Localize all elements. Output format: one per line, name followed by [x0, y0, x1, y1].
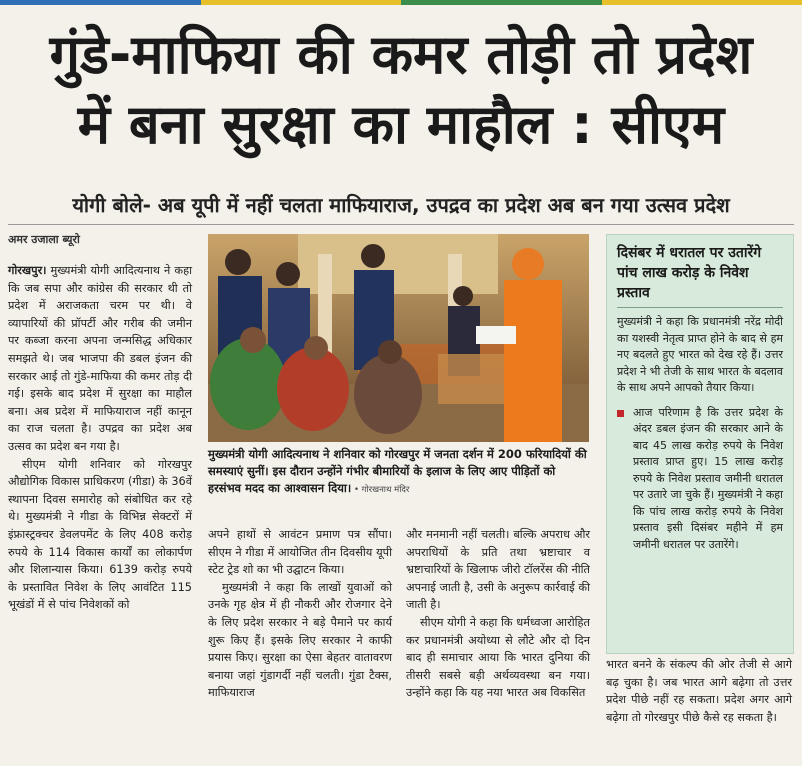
sidebar-box — [606, 234, 794, 654]
headline-line-1: गुंडे-माफिया की कमर तोड़ी तो प्रदेश — [49, 23, 753, 86]
top-color-bar — [0, 0, 802, 5]
news-photo — [208, 234, 589, 442]
byline: अमर उजाला ब्यूरो — [8, 233, 80, 246]
paragraph: अपने हाथों से आवंटन प्रमाण पत्र सौंपा। सीएम ने गीडा में आयोजित तीन दिवसीय यूपी स्टेट ट्रेड शो का भी उद्घाटन किया। — [208, 528, 392, 577]
top-bar-segment — [0, 0, 201, 5]
sidebar-text: मुख्यमंत्री ने कहा कि प्रधानमंत्री नरेंद्र मोदी का यशस्वी नेतृत्व प्राप्त होने के बाद से हम नए बदलते हुए भारत को देख रहे हैं। उत्तर प्रदेश ने भी तेजी के साथ भारत के बदलाव के साथ अपने आपको तैयार किया। — [617, 315, 783, 394]
top-bar-segment — [401, 0, 602, 5]
sidebar-bullet — [633, 405, 783, 554]
top-bar-segment — [602, 0, 802, 5]
paragraph: सीएम योगी शनिवार को गोरखपुर औद्योगिक विकास प्राधिकरण (गीडा) के 36वें स्थापना दिवस समारोह को संबोधित कर रहे थे। मुख्यमंत्री ने गीडा के विभिन्न सेक्टरों में इंफ्रास्ट्रक्चर डेवलपमेंट के लिए 408 करोड़ रुपये के 114 विकास कार्यों का लोकार्पण और शिलान्यास किया। 6139 करोड़ रुपये के प्रस्तावित निवेश के लिए आवंटित 115 भूखंडों में से पांच निवेशकों को — [8, 457, 192, 612]
sidebar-divider — [617, 307, 783, 308]
paragraph: और मनमानी नहीं चलती। बल्कि अपराध और अपराधियों के प्रति तथा भ्रष्टाचार व भ्रष्टाचारियों के खिलाफ जीरो टॉलरेंस की नीति अपनाई जाती है, उसी के अनुरूप कार्रवाई की जाती है। — [406, 528, 590, 612]
photo-illustration — [208, 234, 589, 442]
headline — [8, 20, 794, 160]
subheadline: योगी बोले- अब यूपी में नहीं चलता माफियाराज, उपद्रव का प्रदेश अब बन गया उत्सव प्रदेश — [72, 193, 730, 217]
paragraph: मुख्यमंत्री ने कहा कि लाखों युवाओं को उनके गृह क्षेत्र में ही नौकरी और रोजगार देने के लिए प्रदेश सरकार ने बड़े पैमाने पर कार्य शुरू किए हैं। इसके लिए सरकार ने काफी प्रयास किए। सुरक्षा का ऐसा बेहतर वातावरण बनाया जहां गुंडागर्दी नहीं चलती। गुंडा टैक्स, माफियाराज — [208, 580, 392, 700]
sidebar-title: दिसंबर में धरातल पर उतारेंगे पांच लाख करोड़ के निवेश प्रस्ताव — [617, 245, 762, 301]
photo-caption — [208, 446, 589, 499]
dateline: गोरखपुर। — [8, 264, 47, 277]
caption-text: मुख्यमंत्री योगी आदित्यनाथ ने शनिवार को गोरखपुर में जनता दर्शन में 200 फरियादियों की समस्याएं सुनीं। इस दौरान उन्होंने गंभीर बीमारियों के इलाज के लिए आए पीड़ितों को हरसंभव मदद का आश्वासन दिया। — [208, 447, 587, 495]
article-column-4: भारत बनने के संकल्प की ओर तेजी से आगे बढ़ चुका है। जब भारत आगे बढ़ेगा तो उत्तर प्रदेश पीछे नहीं रह सकता। प्रदेश अगर आगे बढ़ेगा तो गोरखपुर पीछे कैसे रह सकता है। — [606, 658, 792, 724]
sidebar-bullet-text: आज परिणाम है कि उत्तर प्रदेश के अंदर डबल इंजन की सरकार आने के बाद 45 लाख करोड़ रुपये के निवेश प्रस्ताव प्राप्त हुए। 15 लाख करोड़ रुपये के निवेश प्रस्ताव जमीनी धरातल पर उतारे जा चुके हैं। मुख्यमंत्री ने कहा कि पांच लाख करोड़ रुपये के निवेश प्रस्ताव इसी दिसंबर महीने में हम जमीनी धरातल पर उतारेंगे। — [633, 405, 783, 551]
article-column-2 — [208, 526, 392, 702]
photo-credit: • गोरखनाथ मंदिर — [351, 485, 410, 495]
divider — [8, 224, 794, 225]
bullet-square-icon — [617, 410, 624, 417]
headline-line-2: में बना सुरक्षा का माहौल : सीएम — [77, 93, 725, 156]
article-column-1 — [8, 262, 192, 614]
paragraph-text: मुख्यमंत्री योगी आदित्यनाथ ने कहा कि जब सपा और कांग्रेस की सरकार थी तो प्रदेश में अराजकता चरम पर थी। वे व्यापारियों की प्रॉपर्टी और गरीब की जमीन पर कब्जा करना अपना जन्मसिद्ध अधिकार समझते थे। जब भाजपा की डबल इंजन की सरकार आई तो गुंडे-माफिया की कमर तोड़ दी गई। इसके बाद प्रदेश में सुरक्षा का माहौल बना। अब प्रदेश में माफियाराज नहीं कानून का राज चलता है। उपद्रव का प्रदेश अब उत्सव का प्रदेश बन गया है। — [8, 264, 192, 453]
paragraph: सीएम योगी ने कहा कि धर्मध्वजा आरोहित कर प्रधानमंत्री अयोध्या से लौटे और दो दिन बाद ही समाचार आया कि भारत दुनिया की तीसरी सबसे बड़ी अर्थव्यवस्था बन गया। उन्होंने कहा कि यह नया भारत अब विकसित — [406, 615, 590, 700]
paragraph — [8, 262, 192, 456]
top-bar-segment — [201, 0, 402, 5]
article-column-3 — [406, 526, 590, 702]
